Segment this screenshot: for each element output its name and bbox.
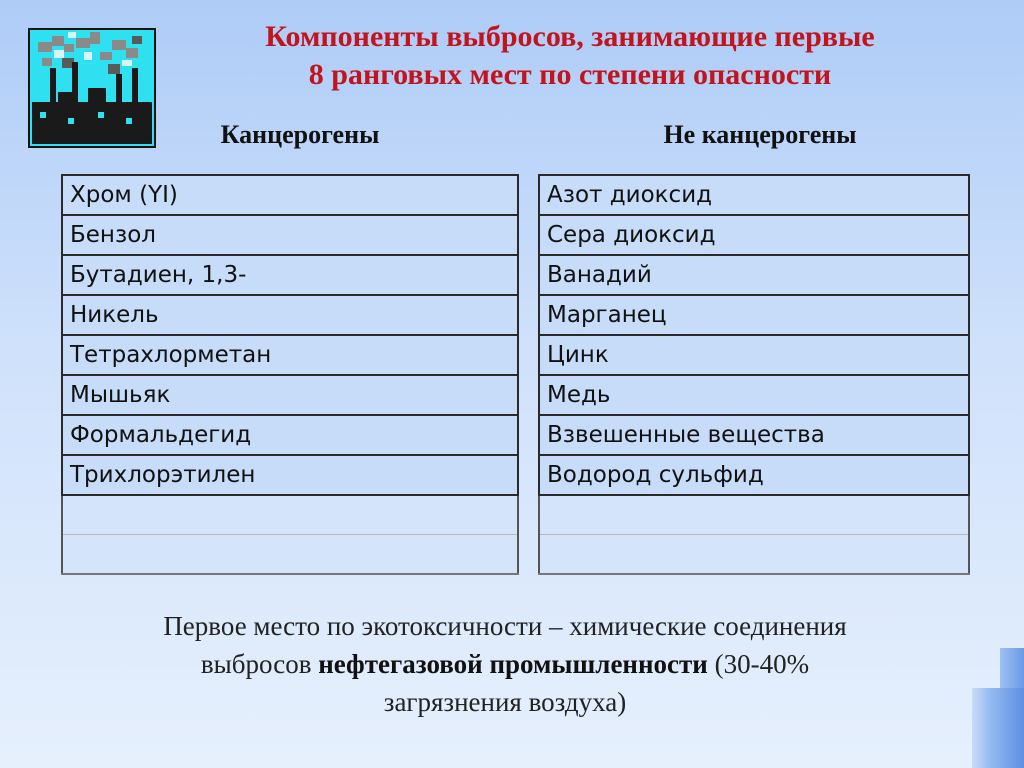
table-cell: Ванадий (539, 255, 969, 295)
table-row (539, 335, 969, 375)
non-carcinogens-header: Не канцерогены (663, 120, 857, 149)
table-row (539, 415, 969, 455)
table-row (539, 175, 969, 215)
table-cell: Водород сульфид (539, 455, 969, 495)
table-row (62, 375, 518, 415)
table-cell: Взвешенные вещества (539, 415, 969, 455)
footer-emphasis: нефтегазовой промышленности (318, 649, 708, 679)
table-row (62, 215, 518, 255)
footer-text: Первое место по экотоксичности – химические соединения (163, 611, 847, 641)
empty-cell (539, 535, 969, 575)
empty-cell (62, 535, 518, 575)
table-cell: Хром (YI) (62, 175, 518, 215)
table-row (62, 295, 518, 335)
table-row (539, 215, 969, 255)
carcinogens-header: Канцерогены (220, 120, 380, 149)
table-cell: Никель (62, 295, 518, 335)
table-cell: Марганец (539, 295, 969, 335)
table-cell: Тетрахлорметан (62, 335, 518, 375)
table-row (62, 335, 518, 375)
table-row (62, 415, 518, 455)
empty-row (62, 495, 518, 535)
footer-note (60, 607, 950, 721)
table-cell: Бутадиен, 1,3- (62, 255, 518, 295)
table-cell: Медь (539, 375, 969, 415)
title-line-1: Компоненты выбросов, занимающие первые (265, 20, 875, 53)
carcinogens-table (61, 174, 519, 575)
footer-text: (30-40% (707, 649, 810, 679)
empty-cell (62, 495, 518, 535)
page-title (170, 18, 970, 94)
empty-row (539, 535, 969, 575)
empty-cell (539, 495, 969, 535)
table-row (62, 175, 518, 215)
footer-text: выбросов (200, 649, 319, 679)
non-carcinogens-table (538, 174, 970, 575)
table-row (539, 455, 969, 495)
table-row (539, 255, 969, 295)
factory-smoke-icon (28, 28, 156, 148)
empty-row (62, 535, 518, 575)
table-cell: Трихлорэтилен (62, 455, 518, 495)
table-row (62, 255, 518, 295)
table-row (539, 295, 969, 335)
table-row (539, 375, 969, 415)
table-cell: Цинк (539, 335, 969, 375)
table-cell: Сера диоксид (539, 215, 969, 255)
title-line-2: 8 ранговых мест по степени опасности (308, 58, 832, 91)
footer-text: загрязнения воздуха) (383, 687, 627, 717)
table-cell: Формальдегид (62, 415, 518, 455)
decorative-corner (972, 688, 1024, 768)
table-row (62, 455, 518, 495)
empty-row (539, 495, 969, 535)
table-cell: Мышьяк (62, 375, 518, 415)
table-cell: Бензол (62, 215, 518, 255)
table-cell: Азот диоксид (539, 175, 969, 215)
